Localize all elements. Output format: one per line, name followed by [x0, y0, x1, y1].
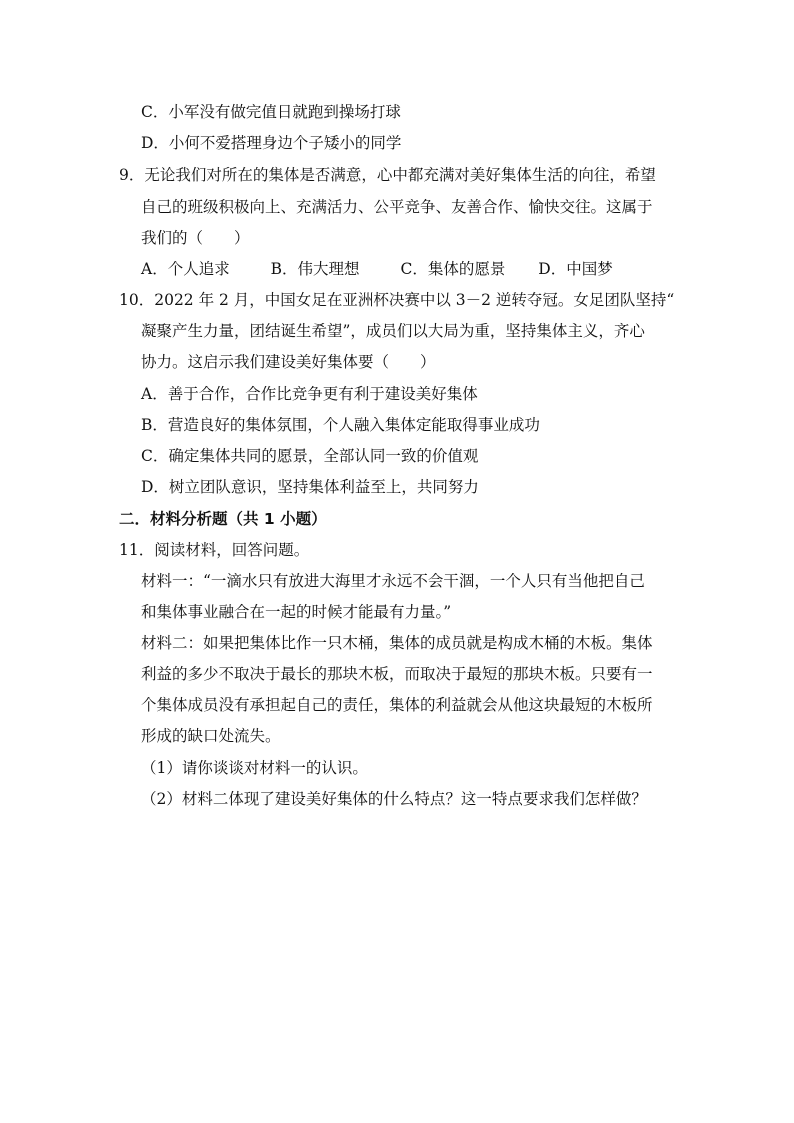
material-2-line-1: 材料二：如果把集体比作一只木桶，集体的成员就是构成木桶的木板。集体 — [141, 634, 653, 652]
question-11-stem: 11．阅读材料，回答问题。 — [119, 541, 310, 559]
question-10-option-b: B．营造良好的集体氛围，个人融入集体定能取得事业成功 — [141, 416, 540, 434]
material-1-line-2: 和集体事业融合在一起的时候才能最有力量。” — [141, 603, 452, 621]
question-9-stem-line-2: 自己的班级积极向上、充满活力、公平竞争、友善合作、愉快交往。这属于 — [141, 198, 653, 216]
question-9-option-b: B．伟大理想 — [270, 260, 360, 278]
question-9-stem-line-3: 我们的（ ） — [141, 229, 250, 247]
material-2-line-2: 利益的多少不取决于最长的那块木板，而取决于最短的那块木板。只要有一 — [141, 665, 653, 683]
question-10-option-a: A．善于合作，合作比竞争更有利于建设美好集体 — [141, 385, 478, 403]
question-9-option-d: D．中国梦 — [538, 260, 613, 278]
question-9-options — [141, 258, 613, 280]
question-9-option-a: A．个人追求 — [141, 260, 230, 278]
section-2-heading: 二．材料分析题（共 1 小题） — [119, 510, 327, 528]
question-10-option-c: C．确定集体共同的愿景，全部认同一致的价值观 — [141, 447, 479, 465]
material-2-line-4: 形成的缺口处流失。 — [141, 727, 281, 745]
question-9-option-c: C．集体的愿景 — [400, 260, 506, 278]
material-2-line-3: 个集体成员没有承担起自己的责任，集体的利益就会从他这块最短的木板所 — [141, 696, 653, 714]
question-10-stem-line-3: 协力。这启示我们建设美好集体要（ ） — [141, 353, 436, 371]
sub-question-2: （2）材料二体现了建设美好集体的什么特点？这一特点要求我们怎样做？ — [141, 790, 647, 808]
question-10-option-d: D．树立团队意识，坚持集体利益至上，共同努力 — [141, 478, 479, 496]
question-10-stem-line-2: 凝聚产生力量，团结诞生希望”，成员们以大局为重，坚持集体主义，齐心 — [141, 322, 645, 340]
prev-question-option-c: C．小军没有做完值日就跑到操场打球 — [141, 103, 401, 121]
material-1-line-1: 材料一：“一滴水只有放进大海里才永远不会干涸，一个人只有当他把自己 — [141, 572, 645, 590]
question-10-stem-line-1: 10．2022 年 2 月，中国女足在亚洲杯决赛中以 3－2 逆转夺冠。女足团队坚持“ — [119, 291, 675, 309]
question-9-stem-line-1: 9．无论我们对所在的集体是否满意，心中都充满对美好集体生活的向往，希望 — [119, 166, 656, 184]
sub-question-1: （1）请你谈谈对材料一的认识。 — [141, 759, 368, 777]
prev-question-option-d: D．小何不爱搭理身边个子矮小的同学 — [141, 134, 402, 152]
